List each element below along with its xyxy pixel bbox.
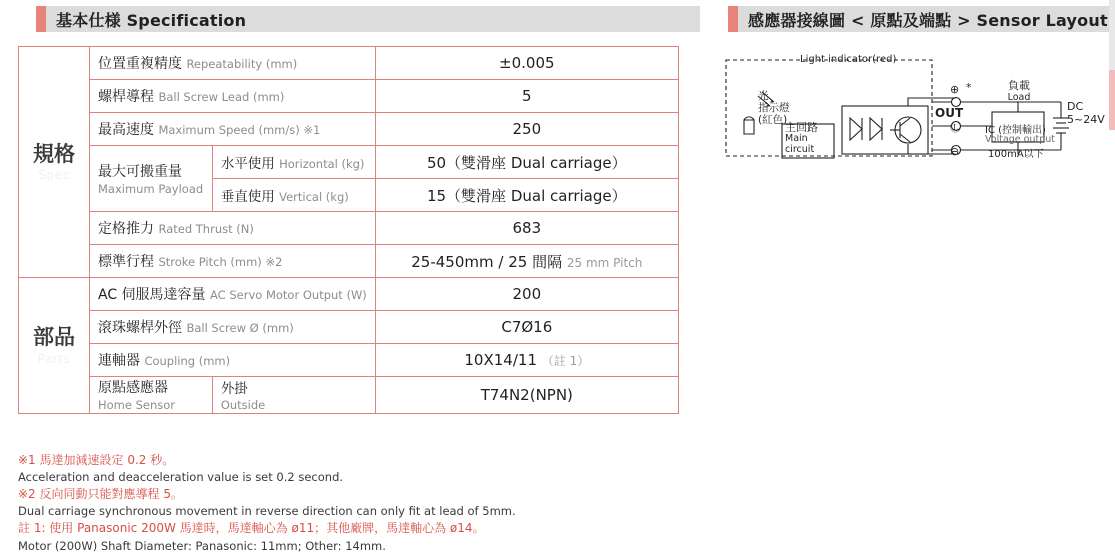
row-value-ball-screw-diameter: C7Ø16 bbox=[375, 311, 678, 344]
table-row bbox=[19, 377, 679, 414]
load-label: 負載 Load bbox=[1007, 79, 1031, 103]
row-label-home-sensor: 原點感應器 Home Sensor bbox=[90, 377, 213, 414]
row-value-payload-horizontal: 50（雙滑座 Dual carriage） bbox=[375, 146, 678, 179]
table-row bbox=[19, 212, 679, 245]
current-limit-label: 100mA以下 bbox=[988, 149, 1044, 160]
row-value-home-sensor: T74N2(NPN) bbox=[375, 377, 678, 414]
row-label-ball-screw-diameter: 滾珠螺桿外徑 Ball Screw Ø (mm) bbox=[90, 311, 376, 344]
footnote-2-cn: ※2 反向同動只能對應導程 5。 bbox=[18, 487, 183, 502]
row-value-rated-thrust: 683 bbox=[375, 212, 678, 245]
row-label-repeatability: 位置重複精度 Repeatability (mm) bbox=[90, 47, 376, 80]
header-accent-bar bbox=[36, 6, 46, 32]
sensor-wiring-diagram bbox=[722, 46, 1105, 194]
row-label-stroke-pitch: 標準行程 Stroke Pitch (mm) ※2 bbox=[90, 245, 376, 278]
row-value-stroke-pitch: 25-450mm / 25 間隔 25 mm Pitch bbox=[375, 245, 678, 278]
table-row bbox=[19, 245, 679, 278]
light-indicator-label-en: Light indicator(red) bbox=[800, 54, 897, 65]
row-label-ball-screw-lead: 螺桿導程 Ball Screw Lead (mm) bbox=[90, 80, 376, 113]
main-circuit-label: 主回路 Main circuit bbox=[785, 121, 818, 155]
table-row bbox=[19, 113, 679, 146]
row-value-ball-screw-lead: 5 bbox=[375, 80, 678, 113]
group-label-en: Spec bbox=[38, 168, 70, 183]
page-edge-tab-top bbox=[1109, 0, 1115, 70]
group-label-spec bbox=[19, 47, 90, 278]
row-value-repeatability: ±0.005 bbox=[375, 47, 678, 80]
row-value-maximum-speed: 250 bbox=[375, 113, 678, 146]
light-indicator-label-cn: 光 指示燈 (紅色) bbox=[758, 90, 790, 127]
row-value-payload-vertical: 15（雙滑座 Dual carriage） bbox=[375, 179, 678, 212]
row-sublabel-horizontal: 水平使用 Horizontal (kg) bbox=[212, 146, 375, 179]
group-label-parts bbox=[19, 278, 90, 414]
table-row bbox=[19, 344, 679, 377]
table-row bbox=[19, 146, 679, 179]
sensor-layout-title: 感應器接線圖 < 原點及端點 > Sensor Layout bbox=[748, 10, 1108, 30]
row-label-servo-output: AC 伺服馬達容量 AC Servo Motor Output (W) bbox=[90, 278, 376, 311]
dc-supply-label: DC 5~24V bbox=[1067, 100, 1105, 126]
footnote-2-en: Dual carriage synchronous movement in reverse direction can only fit at lead of 5mm. bbox=[18, 504, 516, 519]
terminal-circle-symbol: Ⓛ bbox=[950, 121, 961, 134]
row-sublabel-outside: 外掛 Outside bbox=[212, 377, 375, 414]
row-label-maximum-payload: 最大可搬重量 Maximum Payload bbox=[90, 146, 213, 212]
terminal-plus-symbol: ⊕ bbox=[950, 83, 960, 96]
table-row bbox=[19, 278, 679, 311]
page-edge-tab-accent bbox=[1109, 70, 1115, 130]
table-row bbox=[19, 80, 679, 113]
footnote-3-cn: 註 1: 使用 Panasonic 200W 馬達時，馬達軸心為 ø11；其他廠牌，馬達軸心為 ø14。 bbox=[18, 521, 485, 536]
row-value-coupling: 10X14/11 （註 1） bbox=[375, 344, 678, 377]
out-terminal-label: OUT bbox=[935, 106, 964, 120]
table-row bbox=[19, 311, 679, 344]
header-accent-bar bbox=[728, 6, 738, 32]
ic-output-label: IC (控制輸出) bbox=[985, 125, 1046, 136]
row-sublabel-vertical: 垂直使用 Vertical (kg) bbox=[212, 179, 375, 212]
specification-title: 基本仕様 Specification bbox=[56, 10, 247, 30]
row-label-maximum-speed: 最高速度 Maximum Speed (mm/s) ※1 bbox=[90, 113, 376, 146]
terminal-minus-symbol: ⊖ bbox=[950, 145, 960, 158]
specification-header bbox=[36, 6, 700, 32]
group-label-cn: 規格 bbox=[33, 141, 75, 166]
footnote-3-en: Motor (200W) Shaft Diameter: Panasonic: 11mm; Other: 14mm. bbox=[18, 538, 386, 553]
specification-table bbox=[18, 46, 679, 414]
footnotes bbox=[18, 452, 708, 554]
row-label-coupling: 連軸器 Coupling (mm) bbox=[90, 344, 376, 377]
footnote-1-en: Acceleration and deacceleration value is set 0.2 second. bbox=[18, 470, 344, 485]
footnote-1-cn: ※1 馬達加減速設定 0.2 秒。 bbox=[18, 453, 175, 467]
terminal-asterisk: * bbox=[966, 81, 972, 94]
voltage-output-label: Voltage output bbox=[985, 134, 1055, 145]
group-label-cn: 部品 bbox=[33, 325, 75, 350]
group-label-en: Parts bbox=[37, 351, 71, 366]
row-label-rated-thrust: 定格推力 Rated Thrust (N) bbox=[90, 212, 376, 245]
table-row bbox=[19, 47, 679, 80]
row-value-servo-output: 200 bbox=[375, 278, 678, 311]
sensor-layout-header bbox=[728, 6, 1115, 32]
